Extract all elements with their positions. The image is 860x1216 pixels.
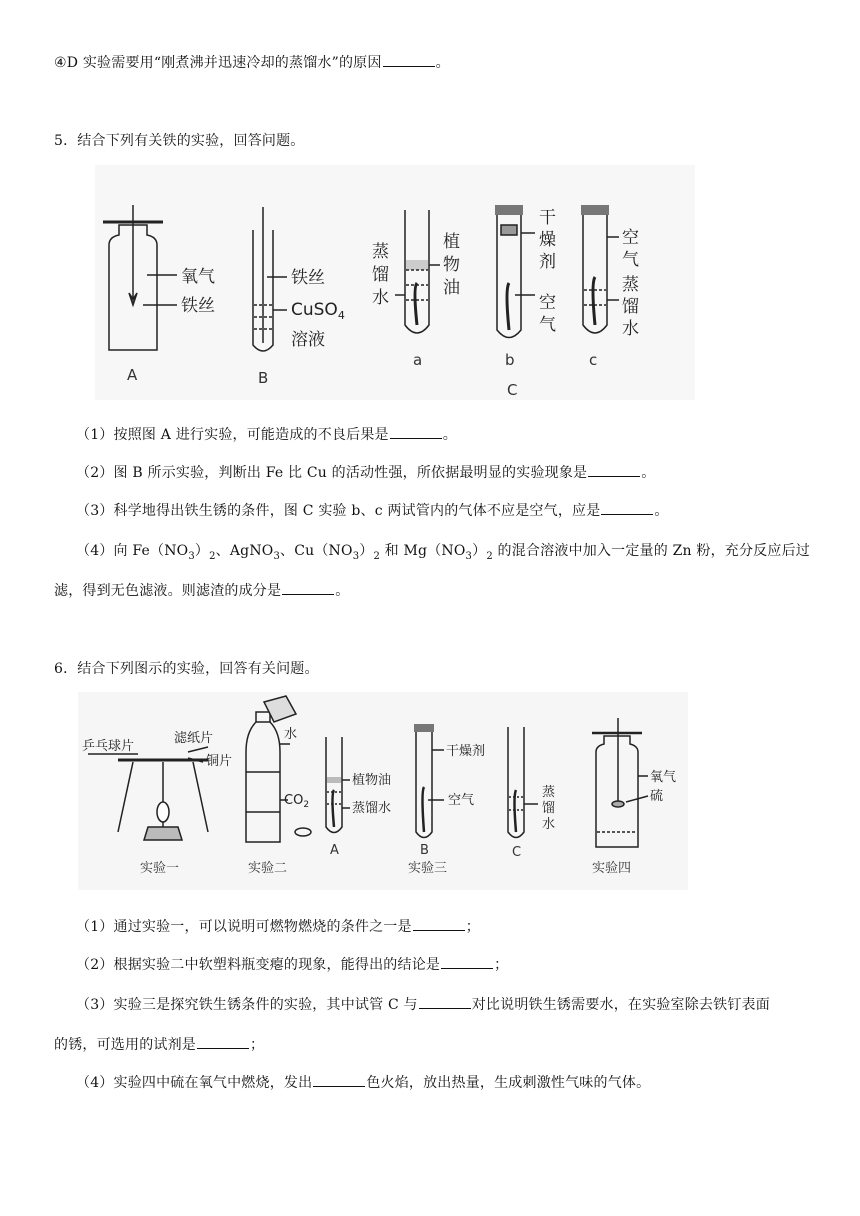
label-oxygen: 氧气 <box>181 267 215 287</box>
label-air: 空气 <box>448 793 475 808</box>
answer-blank[interactable] <box>282 594 334 595</box>
label-water-c-3: 水 <box>542 817 556 832</box>
item-punct: ； <box>465 919 480 935</box>
item-text: （2）根据实验二中软塑料瓶变瘪的现象，能得出的结论是 <box>76 957 441 973</box>
q6-item-3-line1 <box>76 994 770 1014</box>
label-water-c-2: 馏 <box>622 297 639 317</box>
item-text: 滤，得到无色滤液。则滤渣的成分是 <box>54 583 282 599</box>
q5-item-4-line1: （4）向 $Fe(NO_3)_2$、AgNO$_3$、$Cu(NO_3)_2$ 和 $Mg(NO_3)_2$ 的混合溶液中加入一定量的 Zn 粉，充分反应后过 <box>76 543 810 562</box>
item-punct: ； <box>494 957 509 973</box>
q5-item-2 <box>76 462 655 482</box>
answer-blank[interactable] <box>419 1008 471 1009</box>
item-text: （2）图 B 所示实验，判断出 Fe 比 Cu 的活动性强，所依据最明显的实验现象是 <box>76 465 588 481</box>
item-text: 的锈，可选用的试剂是 <box>54 1037 196 1053</box>
caption-exp4: 实验四 <box>592 861 632 876</box>
caption-exp1: 实验一 <box>140 861 180 876</box>
answer-blank[interactable] <box>313 1086 365 1087</box>
q6-item-4 <box>76 1072 650 1092</box>
label-plant-oil: 植物油 <box>352 773 392 788</box>
label-water: 水 <box>284 727 298 742</box>
q6-item-2 <box>76 954 508 974</box>
q6-heading: 6．结合下列图示的实验，回答有关问题。 <box>54 661 319 677</box>
label-pingpong: 乒乓球片 <box>82 739 135 754</box>
caption-exp3-B: B <box>420 843 429 858</box>
item-punct: ； <box>250 1037 265 1053</box>
q4-punct: 。 <box>435 55 450 71</box>
q4-item4 <box>54 52 450 72</box>
label-water-c-1: 蒸 <box>622 275 639 295</box>
label-iron-wire-b: 铁丝 <box>291 268 325 288</box>
label-plant-oil-2: 物 <box>443 255 460 275</box>
caption-exp2: 实验二 <box>248 861 288 876</box>
label-desiccant-1: 干 <box>539 208 556 228</box>
label-water-c-1: 蒸 <box>542 785 556 800</box>
caption-exp3-C: C <box>512 845 522 860</box>
q6-item-1 <box>76 916 480 936</box>
label-desiccant-2: 燥 <box>539 230 556 250</box>
item-text: （3）实验三是探究铁生锈条件的实验，其中试管 C 与 <box>76 997 418 1013</box>
label-sulfur: 硫 <box>650 789 664 804</box>
caption-b: b <box>505 351 515 369</box>
item-text: （3）科学地得出铁生锈的条件，图 C 实验 b、c 两试管内的气体不应是空气，应是 <box>76 503 601 519</box>
answer-blank[interactable] <box>413 930 465 931</box>
label-plant-oil-3: 油 <box>443 278 460 298</box>
q6-item-3-line2 <box>54 1034 264 1054</box>
label-cuso4: CuSO$_4$ <box>291 300 345 322</box>
label-distilled-water: 蒸馏水 <box>352 801 392 816</box>
item-text-cont: 对比说明铁生锈需要水，在实验室除去铁钉表面 <box>471 997 770 1013</box>
label-air-b-2: 气 <box>539 315 556 335</box>
caption-exp3: 实验三 <box>408 861 448 876</box>
caption-c: c <box>589 351 598 369</box>
caption-exp3-A: A <box>330 843 339 858</box>
label-water-1: 蒸 <box>372 242 389 262</box>
caption-B: B <box>258 369 269 387</box>
label-water-c-2: 馏 <box>542 801 556 816</box>
answer-blank[interactable] <box>383 66 435 67</box>
q5-item-1 <box>76 424 457 444</box>
circled-marker: ④ <box>54 55 67 71</box>
label-water-3: 水 <box>372 288 389 308</box>
label-air-c-2: 气 <box>622 250 639 270</box>
item-punct: 。 <box>654 503 669 519</box>
q6-figure <box>78 692 688 890</box>
label-plant-oil-1: 植 <box>443 232 460 252</box>
answer-blank[interactable] <box>441 968 493 969</box>
q5-figure <box>95 165 695 400</box>
label-air-b-1: 空 <box>539 293 556 313</box>
answer-blank[interactable] <box>197 1048 249 1049</box>
answer-blank[interactable] <box>588 476 640 477</box>
label-copper: 铜片 <box>206 754 233 769</box>
label-desiccant-3: 剂 <box>539 252 556 272</box>
caption-C: C <box>507 381 518 399</box>
label-desiccant: 干燥剂 <box>446 744 486 759</box>
item-punct: 。 <box>442 427 457 443</box>
item-text: （1）通过实验一，可以说明可燃物燃烧的条件之一是 <box>76 919 412 935</box>
label-water-c-3: 水 <box>622 319 639 339</box>
item-text: （1）按照图 A 进行实验，可能造成的不良后果是 <box>76 427 389 443</box>
item-punct: 。 <box>641 465 656 481</box>
item-punct: 。 <box>335 583 350 599</box>
label-oxygen-4: 氧气 <box>650 770 677 785</box>
label-co2: $CO_2$ <box>284 793 310 810</box>
label-air-c-1: 空 <box>622 228 639 248</box>
q5-item-4-line2 <box>54 580 349 600</box>
item-text: （4）实验四中硫在氧气中燃烧，发出 <box>76 1075 313 1091</box>
label-filter-paper: 滤纸片 <box>174 731 214 746</box>
q5-item-3 <box>76 500 669 520</box>
item-text-cont: 色火焰，放出热量，生成刺激性气味的气体。 <box>366 1075 651 1091</box>
label-iron-wire: 铁丝 <box>181 296 215 316</box>
caption-A: A <box>127 366 138 384</box>
caption-a: a <box>413 351 423 369</box>
q5-heading: 5．结合下列有关铁的实验，回答问题。 <box>54 133 305 149</box>
q4-text: D 实验需要用“刚煮沸并迅速冷却的蒸馏水”的原因 <box>66 55 382 71</box>
label-solution: 溶液 <box>291 330 325 350</box>
answer-blank[interactable] <box>390 438 442 439</box>
label-water-2: 馏 <box>372 265 389 285</box>
answer-blank[interactable] <box>601 514 653 515</box>
